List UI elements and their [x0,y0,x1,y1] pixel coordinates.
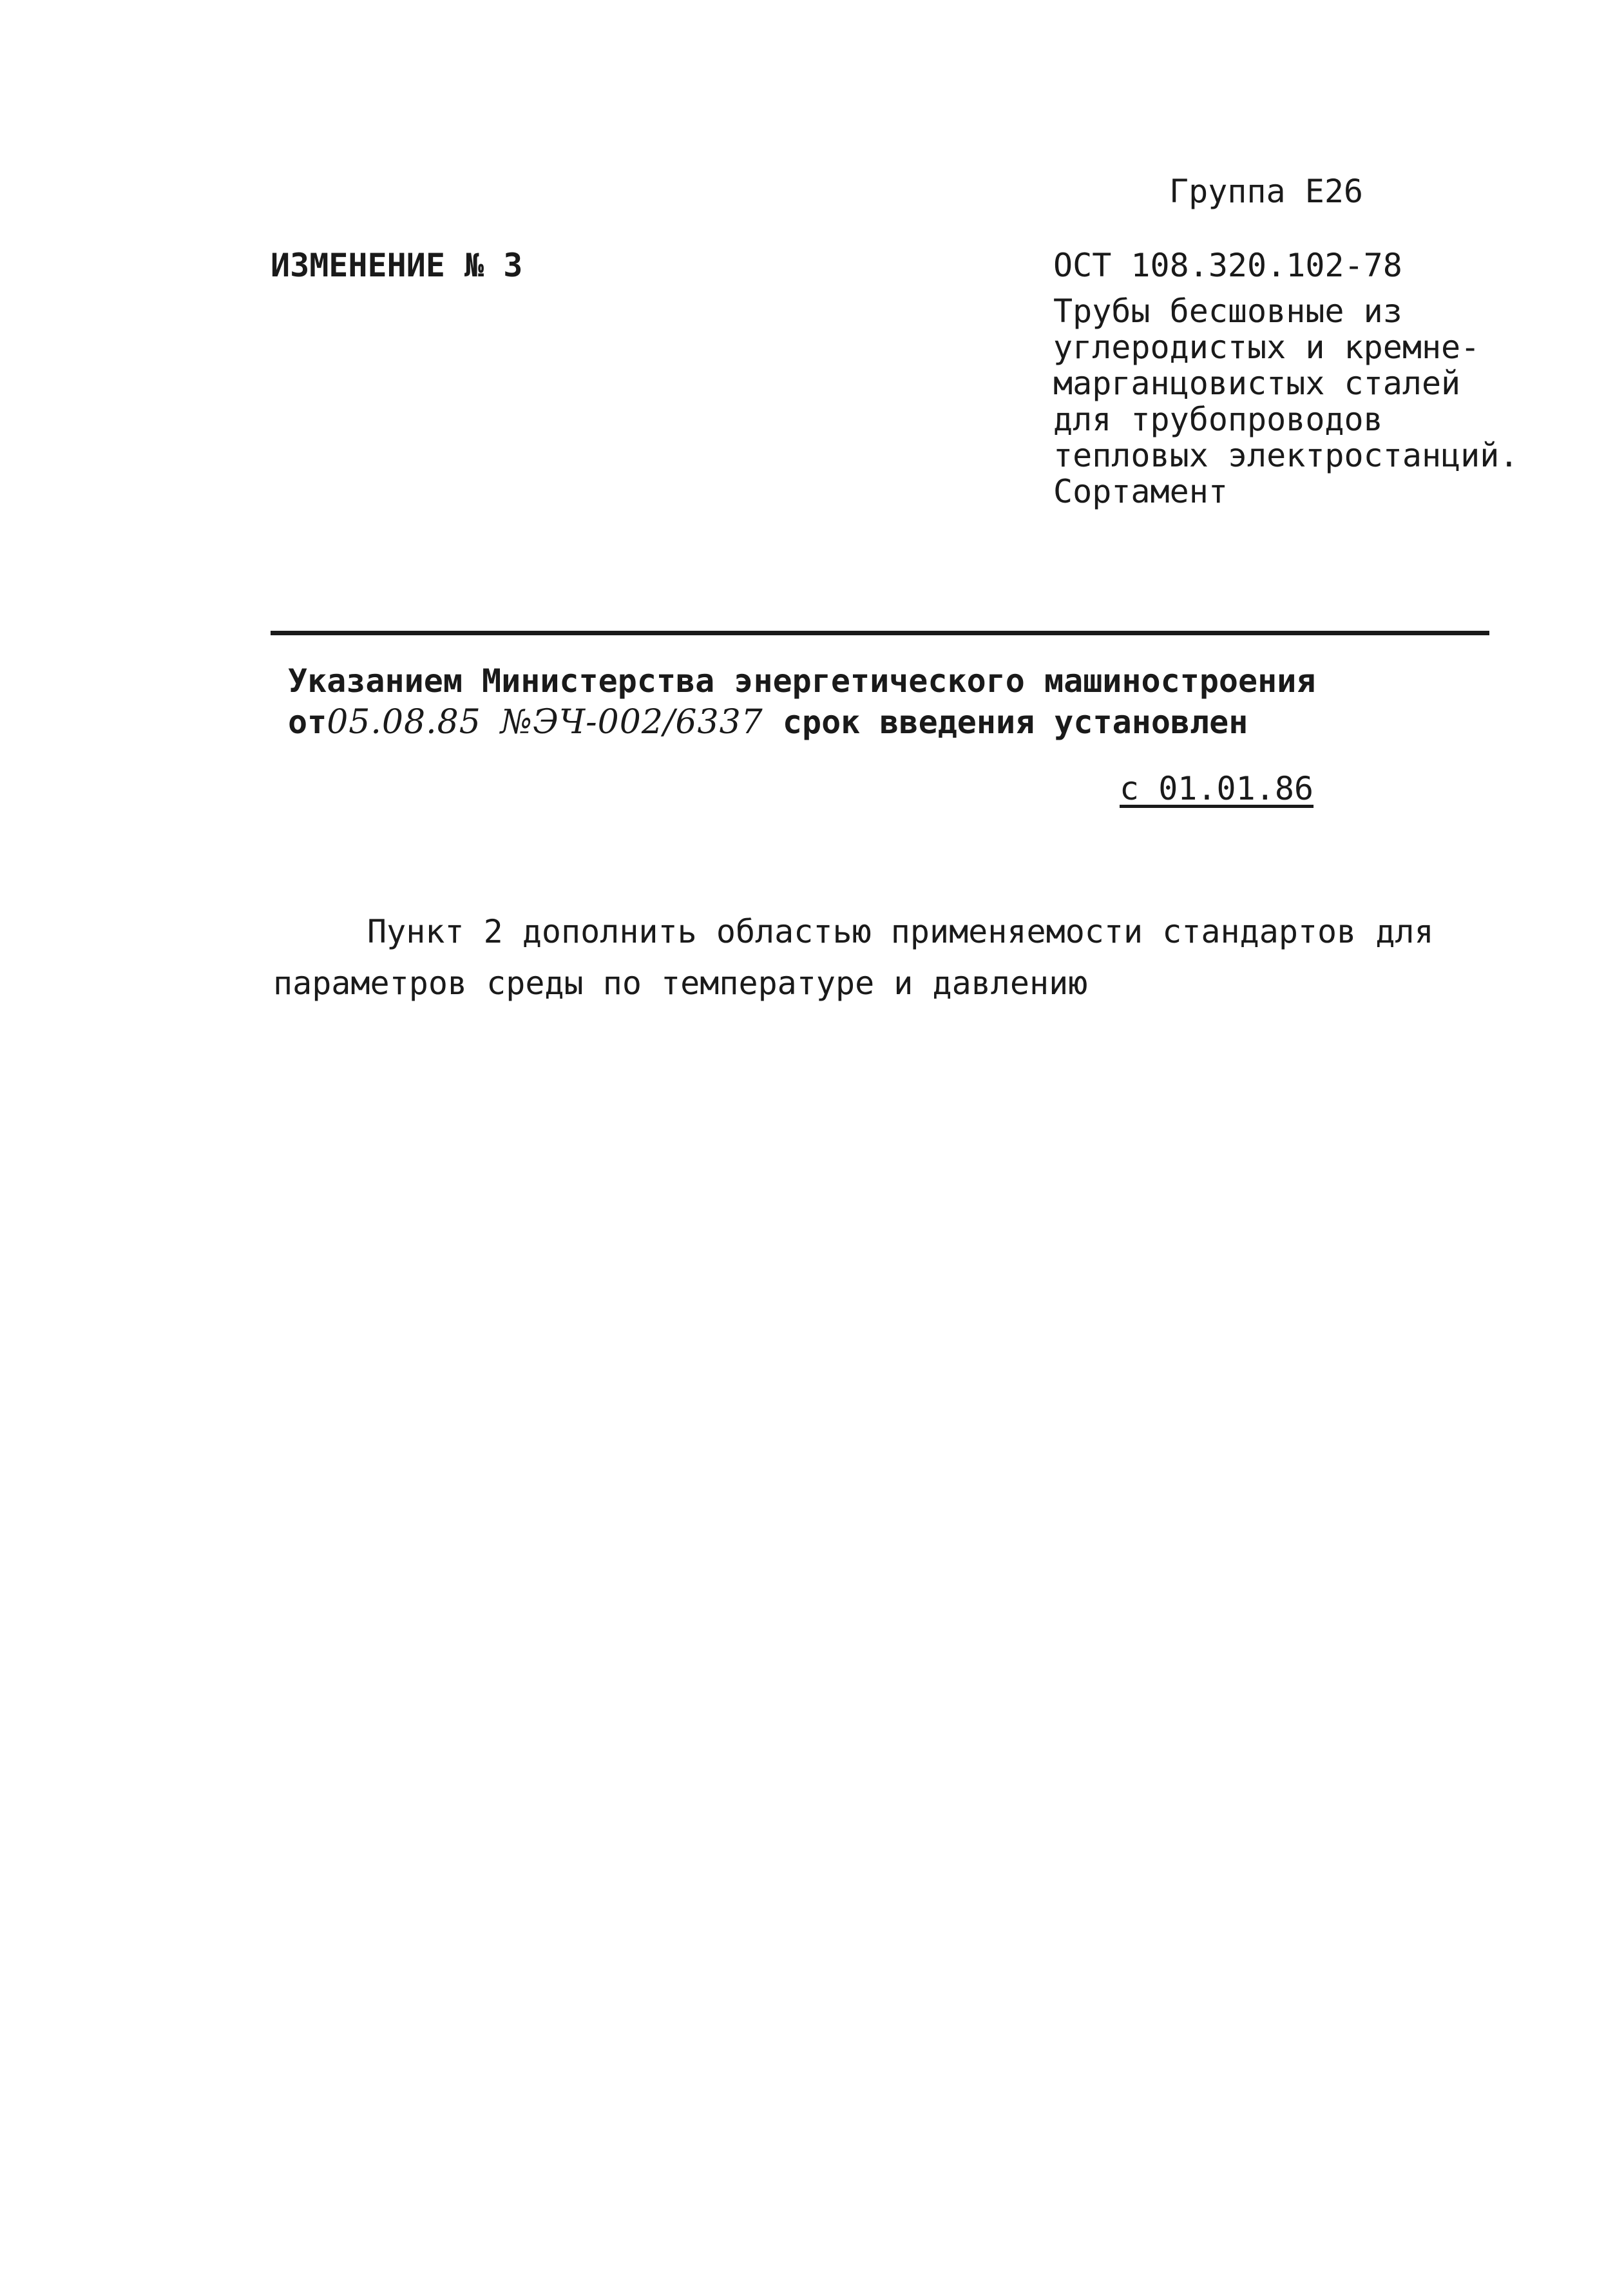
standard-title [1053,293,1518,510]
paragraph-line-1: Пункт 2 дополнить областью применяемости стандартов для [367,913,1434,950]
group-label: Группа Е26 [1169,173,1364,210]
standard-code: ОСТ 108.320.102-78 [1053,247,1402,284]
horizontal-divider [271,631,1489,635]
decree-suffix: срок введения установлен [782,704,1248,741]
title-line: тепловых электростанций. [1053,437,1519,474]
title-line: для трубопроводов [1053,401,1383,438]
title-line: углеродистых и кремне- [1053,329,1480,366]
title-line: Сортамент [1053,473,1228,510]
effective-date: с 01.01.86 [1120,770,1314,807]
handwritten-number: №ЭЧ-002/6337 [500,703,763,742]
decree-line-2 [288,704,1248,741]
title-line: Трубы бесшовные из [1053,293,1402,330]
title-line: марганцовистых сталей [1053,365,1461,402]
decree-prefix: от [288,704,327,741]
change-number: ИЗМЕНЕНИЕ № 3 [271,247,523,284]
decree-line-1: Указанием Министерства энергетического машиностроения [288,662,1316,700]
handwritten-date: 05.08.85 [327,703,481,742]
paragraph-line-2: параметров среды по температуре и давлению [273,965,1088,1002]
